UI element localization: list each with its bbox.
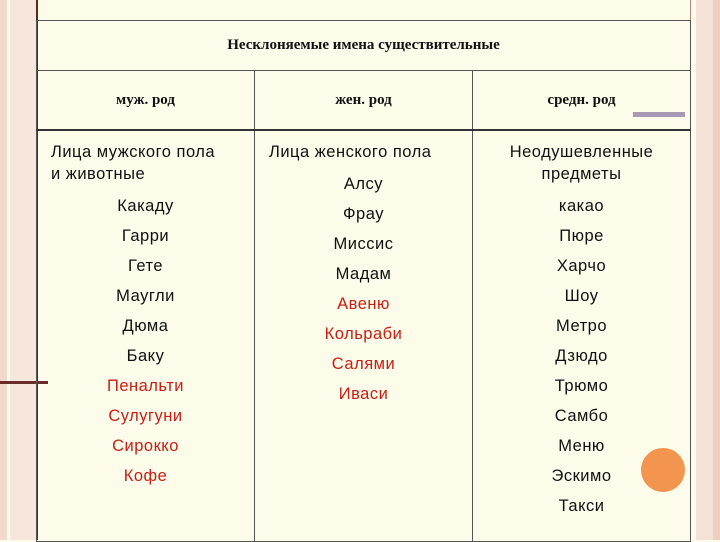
column-masculine: [37, 130, 255, 542]
header-neuter: средн. род: [473, 71, 691, 131]
group-label-masculine: [37, 131, 254, 191]
noun-item: Эскимо: [551, 467, 612, 485]
noun-item: Баку: [126, 347, 165, 365]
noun-item: Маугли: [116, 287, 175, 305]
group-label-line: Лица мужского пола: [51, 143, 216, 161]
noun-item: Меню: [558, 437, 605, 455]
items-list-neuter: [473, 191, 690, 521]
noun-item: Харчо: [556, 257, 607, 275]
noun-item: Дюма: [122, 317, 169, 335]
noun-item: Мадам: [335, 265, 392, 283]
noun-item: какао: [558, 197, 605, 215]
noun-item: Пенальти: [106, 377, 185, 395]
right-decor-edge: [713, 0, 720, 540]
noun-item: Шоу: [564, 287, 599, 305]
left-decor-band: [10, 0, 36, 540]
table-title: Несклоняемые имена существительные: [37, 21, 691, 71]
group-label-line: предметы: [541, 165, 622, 183]
header-masculine: муж. род: [37, 71, 255, 131]
noun-item: Кофе: [123, 467, 168, 485]
column-feminine: [255, 130, 473, 542]
nouns-table-container: [36, 20, 690, 540]
items-list-masculine: [37, 191, 254, 491]
column-neuter: [473, 130, 691, 542]
group-label-line: и животные: [51, 165, 146, 183]
noun-item: Фрау: [343, 205, 384, 223]
group-label-feminine: [255, 131, 472, 169]
group-label-line: Неодушевленные: [509, 143, 654, 161]
left-decor-strip: [0, 0, 7, 540]
noun-item: Какаду: [117, 197, 174, 215]
group-label-line: Лица женского пола: [269, 143, 432, 161]
header-feminine: жен. род: [255, 71, 473, 131]
noun-item: Самбо: [554, 407, 609, 425]
noun-item: Дзюдо: [555, 347, 608, 365]
indeclinable-nouns-table: [36, 20, 691, 542]
noun-item: Сирокко: [112, 437, 179, 455]
noun-item: Миссис: [333, 235, 394, 253]
noun-item: Авеню: [337, 295, 390, 313]
noun-item: Гете: [127, 257, 163, 275]
noun-item: Пюре: [559, 227, 604, 245]
items-list-feminine: [255, 169, 472, 409]
noun-item: Сулугуни: [108, 407, 183, 425]
noun-item: Кольраби: [324, 325, 403, 343]
noun-item: Гарри: [121, 227, 170, 245]
group-label-neuter: [473, 131, 690, 191]
noun-item: Трюмо: [554, 377, 609, 395]
noun-item: Такси: [558, 497, 605, 515]
noun-item: Иваси: [338, 385, 389, 403]
noun-item: Метро: [556, 317, 607, 335]
noun-item: Алсу: [343, 175, 384, 193]
noun-item: Салями: [331, 355, 396, 373]
